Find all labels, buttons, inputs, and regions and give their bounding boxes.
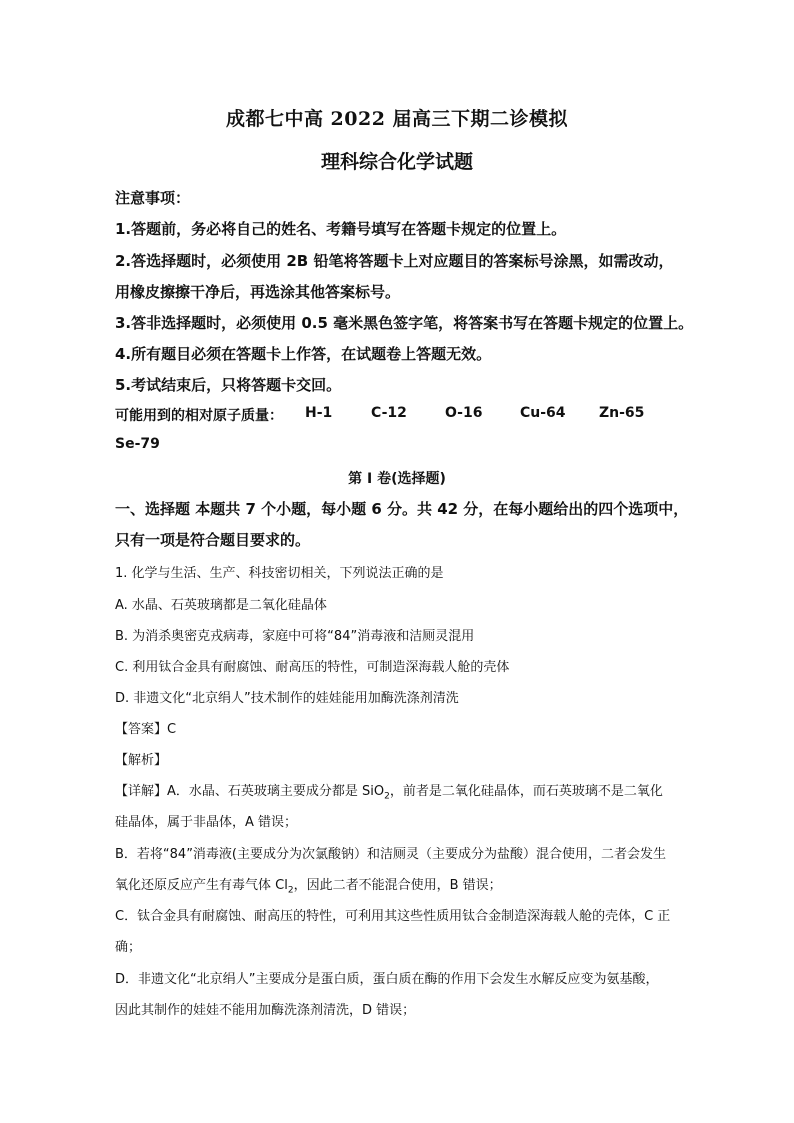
detail-d-line: 因此其制作的娃娃不能用加酶洗涤剂清洗，D 错误；	[115, 1003, 416, 1018]
subscript: 2	[287, 885, 294, 896]
section-instructions: 一、选择题 本题共 7 个小题，每小题 6 分。共 42 分，在每小题给出的四个选项中，	[115, 500, 689, 518]
atomic-mass-o: O-16	[445, 405, 483, 421]
analysis-label: 【解析】	[115, 753, 168, 768]
notice-item: 4.所有题目必须在答题卡上作答，在试题卷上答题无效。	[115, 345, 492, 363]
section-instructions: 只有一项是符合题目要求的。	[115, 531, 311, 549]
detail-b-text: 氧化还原反应产生有毒气体 Cl	[115, 878, 288, 893]
option-c: C. 利用钛合金具有耐腐蚀、耐高压的特性，可制造深海载人舱的壳体	[115, 660, 510, 675]
detail-a-tail: ，前者是二氧化硅晶体，而石英玻璃不是二氧化	[389, 784, 663, 799]
section-title: 第 I 卷(选择题)	[348, 471, 446, 487]
detail-a-line	[115, 780, 663, 802]
notice-item: 2.答选择题时，必须使用 2B 铅笔将答题卡上对应题目的答案标号涂黑，如需改动，	[115, 252, 674, 270]
notice-item: 用橡皮擦擦干净后，再选涂其他答案标号。	[115, 283, 401, 301]
atomic-mass-label: 可能用到的相对原子质量：	[115, 408, 283, 424]
notice-item: 3.答非选择题时，必须使用 0.5 毫米黑色签字笔，将答案书写在答题卡规定的位置上。	[115, 314, 694, 332]
detail-d-line: D．非遗文化“北京绢人”主要成分是蛋白质，蛋白质在酶的作用下会发生水解反应变为氨基酸，	[115, 972, 659, 987]
exam-subtitle: 理科综合化学试题	[320, 151, 473, 173]
detail-b-line: B．若将“84”消毒液(主要成分为次氯酸钠）和洁厕灵（主要成分为盐酸）混合使用，二者会发生	[115, 847, 667, 862]
option-d: D. 非遗文化“北京绢人”技术制作的娃娃能用加酶洗涤剂清洗	[115, 691, 459, 706]
atomic-mass-row	[115, 405, 715, 425]
notice-item: 5.考试结束后，只将答题卡交回。	[115, 376, 342, 394]
detail-b-line	[115, 874, 502, 896]
subscript: 2	[384, 791, 390, 802]
detail-c-line: C．钛合金具有耐腐蚀、耐高压的特性，可利用其这些性质用钛合金制造深海载人舱的壳体，C 正	[115, 909, 671, 924]
notice-heading: 注意事项：	[115, 189, 191, 207]
atomic-mass-cu: Cu-64	[520, 405, 566, 421]
exam-title: 成都七中高 2022 届高三下期二诊模拟	[225, 108, 569, 130]
option-a: A. 水晶、石英玻璃都是二氧化硅晶体	[115, 598, 327, 613]
atomic-mass-h: H-1	[305, 405, 333, 421]
question-stem: 1. 化学与生活、生产、科技密切相关，下列说法正确的是	[115, 566, 444, 581]
atomic-mass-se: Se-79	[115, 436, 160, 452]
atomic-mass-zn: Zn-65	[599, 405, 645, 421]
detail-b-tail: ，因此二者不能混合使用，B 错误；	[293, 878, 502, 893]
detail-a-text: 【详解】A．水晶、石英玻璃主要成分都是 SiO	[115, 784, 385, 799]
answer: 【答案】C	[115, 722, 177, 737]
detail-a-line: 硅晶体，属于非晶体，A 错误；	[115, 815, 298, 830]
atomic-mass-c: C-12	[371, 405, 407, 421]
option-b: B. 为消杀奥密克戎病毒，家庭中可将“84”消毒液和洁厕灵混用	[115, 629, 475, 644]
notice-item: 1.答题前，务必将自己的姓名、考籍号填写在答题卡规定的位置上。	[115, 220, 567, 238]
detail-c-line: 确；	[115, 940, 142, 955]
